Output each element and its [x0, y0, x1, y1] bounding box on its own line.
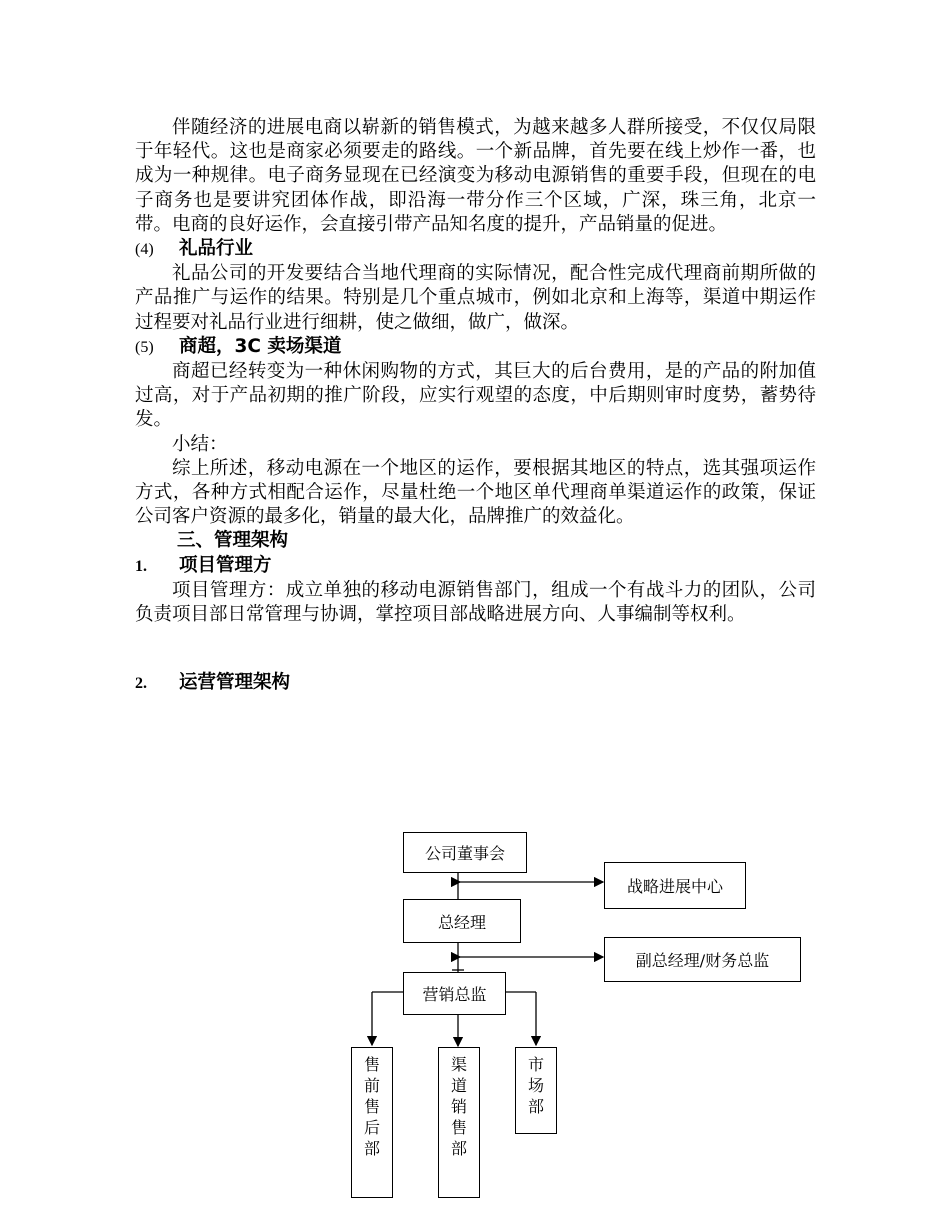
deputy-gm-cfo-label: 副总经理/财务总监	[635, 951, 770, 970]
strategy-center-label: 战略进展中心	[626, 877, 723, 896]
dept-char: 售	[363, 1097, 380, 1116]
section-heading: 三、管理架构	[177, 530, 289, 552]
general-manager-label: 总经理	[437, 912, 486, 932]
heading-gift-industry	[135, 237, 816, 262]
dept-char: 市	[527, 1055, 544, 1074]
marketing-director-box	[403, 972, 506, 1015]
dept-char: 部	[363, 1139, 380, 1158]
dept-char: 售	[450, 1118, 467, 1137]
heading-supermarket	[135, 335, 816, 360]
dept-char: 道	[450, 1076, 467, 1095]
board-label: 公司董事会	[424, 844, 505, 863]
dept-market-box	[515, 1047, 557, 1134]
heading-number: 1.	[135, 557, 147, 575]
dept-char: 部	[450, 1139, 467, 1158]
summary-label: 小结：	[172, 433, 228, 455]
general-manager-box	[403, 899, 521, 943]
heading-number: (5)	[135, 338, 154, 356]
heading-project-management	[135, 554, 816, 579]
document-body	[135, 116, 816, 696]
heading-text: 运营管理架构	[179, 672, 291, 694]
dept-char: 部	[527, 1097, 544, 1116]
heading-number: (4)	[135, 241, 154, 259]
paragraph-supermarket: 商超已经转变为一种休闲购物的方式，其巨大的后台费用，是的产品的附加值过高，对于产品初期的推广阶段，应实行观望的态度，中后期则审时度势，蓄势待发。	[135, 361, 816, 431]
heading-text: 项目管理方	[179, 554, 272, 576]
marketing-director-label: 营销总监	[422, 985, 487, 1004]
dept-char: 前	[363, 1076, 380, 1095]
dept-char: 后	[363, 1118, 380, 1137]
paragraph-ecommerce: 伴随经济的进展电商以崭新的销售模式，为越来越多人群所接受，不仅仅局限于年轻代。这也是商家必须要走的路线。一个新品牌，首先要在线上炒作一番，也成为一种规律。电子商务显现在已经演变为移动电源销售的重要手段，但现在的电子商务也是要讲究团体作战，即沿海一带分作三个区域，广深，珠三角，北京一带。电商的良好运作，会直接引带产品知名度的提升，产品销量的促进。	[135, 117, 816, 235]
heading-text: 商超，3C 卖场渠道	[179, 335, 342, 357]
dept-pre-post-sales-box	[351, 1047, 393, 1198]
paragraph-summary: 综上所述，移动电源在一个地区的运作，要根据其地区的特点，选其强项运作方式，各种方式相配合运作，尽量杜绝一个地区单代理商单渠道运作的政策，保证公司客户资源的最多化，销量的最大化，品牌推广的效益化。	[135, 457, 816, 528]
paragraph-project-management: 项目管理方：成立单独的移动电源销售部门，组成一个有战斗力的团队，公司负责项目部日常管理与协调，掌控项目部战略进展方向、人事编制等权利。	[135, 579, 816, 626]
heading-operations-structure	[135, 671, 816, 696]
board-box	[403, 832, 527, 873]
dept-char: 渠	[450, 1055, 467, 1074]
heading-text: 礼品行业	[179, 238, 254, 260]
dept-channel-sales-box	[438, 1047, 480, 1198]
heading-number: 2.	[135, 675, 147, 693]
dept-char: 售	[363, 1055, 380, 1074]
dept-char: 销	[450, 1097, 467, 1116]
dept-char: 场	[527, 1076, 544, 1095]
deputy-gm-cfo-box	[604, 937, 801, 982]
paragraph-gift: 礼品公司的开发要结合当地代理商的实际情况，配合性完成代理商前期所做的产品推广与运作的结果。特别是几个重点城市，例如北京和上海等，渠道中期运作过程要对礼品行业进行细耕，使之做细，做广，做深。	[135, 263, 816, 333]
spacer	[135, 627, 816, 671]
strategy-center-box	[604, 862, 746, 909]
